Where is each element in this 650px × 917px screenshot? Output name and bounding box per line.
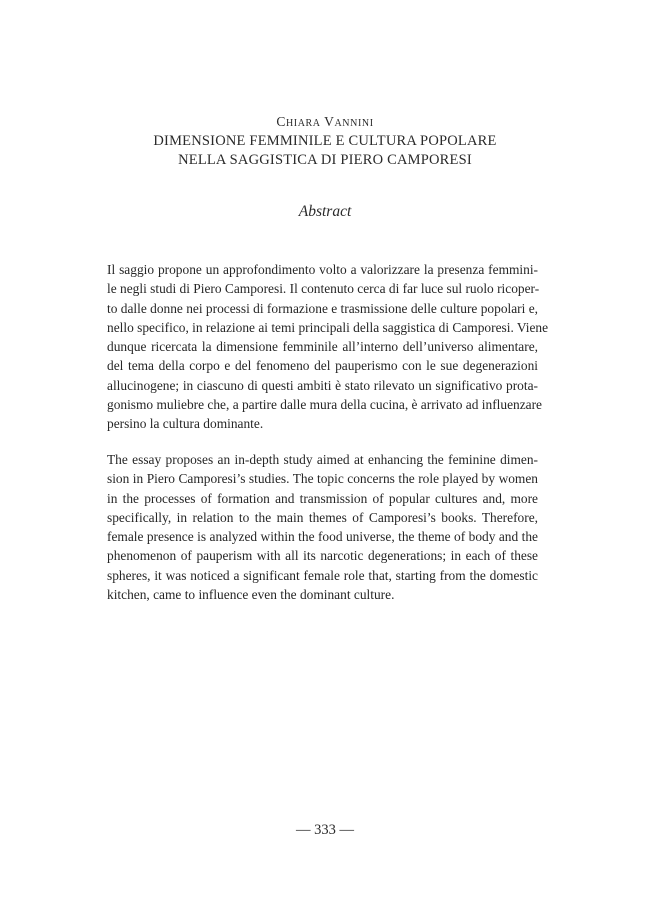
paragraph-line: in the processes of formation and transmission of popular cultures and, more [107,490,538,506]
article-header [0,113,650,170]
abstract-paragraph-italian [107,260,549,434]
paragraph-line: sion in Piero Camporesi’s studies. The topic concerns the role played by women [107,471,538,487]
paragraph-line: nello specifico, in relazione ai temi principali della saggistica di Camporesi. Viene [107,319,549,335]
paragraph-line: Il saggio propone un approfondimento volto a valorizzare la presenza femmini- [107,262,538,277]
paragraph-line: female presence is analyzed within the food universe, the theme of body and the [107,529,538,545]
author-text: CHIARA VANNINI [276,114,374,129]
paragraph-line: kitchen, came to influence even the dominant culture. [107,587,395,603]
abstract-paragraph-english [107,450,538,604]
paragraph-line: allucinogene; in ciascuno di questi ambiti è stato rilevato un significativo prota- [107,377,538,393]
paragraph-line: phenomenon of pauperism with all its narcotic degenerations; in each of these [107,548,538,564]
paragraph-line: specifically, in relation to the main themes of Camporesi’s books. Therefore, [107,509,538,525]
paragraph-line: The essay proposes an in-depth study aimed at enhancing the feminine dimen- [107,452,538,467]
abstract-heading: Abstract [298,203,352,220]
article-title-line-2: NELLA SAGGISTICA DI PIERO CAMPORESI [178,152,472,168]
paragraph-line: spheres, it was noticed a significant female role that, starting from the domestic [107,567,538,583]
paragraph-line: persino la cultura dominante. [107,416,264,432]
paragraph-line: dunque ricercata la dimensione femminile all’interno dell’universo alimentare, [107,339,538,355]
author-name [0,113,650,132]
article-title-line-1: DIMENSIONE FEMMINILE E CULTURA POPOLARE [153,133,497,149]
paragraph-line: del tema della corpo e del fenomeno del pauperismo con le sue degenerazioni [107,358,538,374]
paragraph-line: le negli studi di Piero Camporesi. Il contenuto cerca di far luce sul ruolo ricoper- [107,281,540,297]
paragraph-line: to dalle donne nei processi di formazione e trasmissione delle culture popolari e, [107,300,538,316]
paragraph-line: gonismo muliebre che, a partire dalle mura della cucina, è arrivato ad influenzare [107,397,542,413]
page-number: — 333 — [296,822,354,838]
